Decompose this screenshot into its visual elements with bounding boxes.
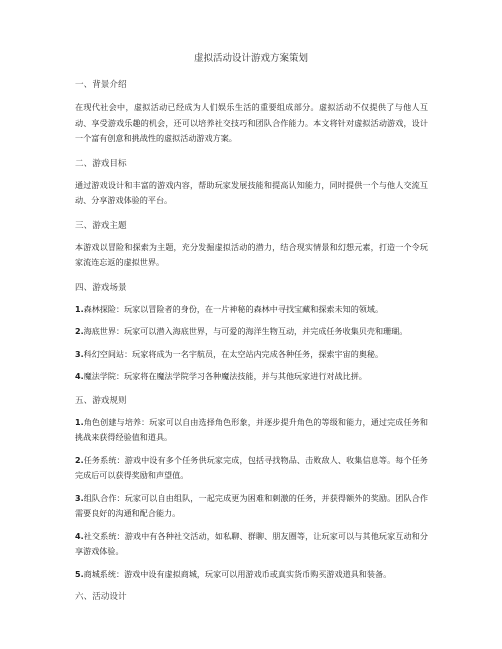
section-heading-rules: 五、游戏规则 [75,395,127,406]
section-heading-theme: 三、游戏主题 [75,220,127,231]
item-number: 5. [75,569,84,579]
item-text: 魔法学院：玩家将在魔法学院学习各种魔法技能，并与其他玩家进行对战比拼。 [83,371,367,381]
item-number: 3. [75,493,84,503]
document-body [75,79,428,603]
list-item-rule [75,567,428,583]
list-item-rule [75,529,428,560]
item-text: 角色创建与培养：玩家可以自由选择角色形象，并逐步提升角色的等级和能力，通过完成任务和挑战来获得经验值和道具。 [75,416,428,442]
list-item-rule [75,491,428,522]
item-number: 3. [75,349,84,359]
item-text: 组队合作：玩家可以自由组队，一起完成更为困难和刺激的任务，并获得额外的奖励。团队合作需要良好的沟通和配合能力。 [75,492,428,518]
document-title: 虚拟活动设计游戏方案策划 [193,53,308,64]
item-number: 2. [75,327,84,336]
item-text: 科幻空间站：玩家将成为一名宇航员，在太空站内完成各种任务，探索宇宙的奥秘。 [83,348,384,359]
item-number: 1. [75,417,84,427]
list-item-scene [75,302,428,318]
item-number: 4. [75,372,84,381]
item-text: 商城系统：游戏中设有虚拟商城，玩家可以用游戏币或真实货币购买游戏道具和装备。 [83,568,392,579]
section-heading-activity-design: 六、活动设计 [75,592,127,602]
section-heading-goals: 二、游戏目标 [75,158,127,169]
item-number: 2. [75,455,84,465]
item-number: 1. [75,304,84,314]
list-item-scene [75,369,428,385]
item-text: 森林探险：玩家以冒险者的身份，在一片神秘的森林中寻找宝藏和探索未知的领域。 [83,303,384,314]
section-heading-background: 一、背景介绍 [75,80,127,90]
list-item-rule [75,453,428,484]
paragraph-goals: 通过游戏设计和丰富的游戏内容，帮助玩家发展技能和提高认知能力，同时提供一个与他人交流互动、分享游戏体验的平台。 [75,179,428,205]
list-item-scene [75,347,428,363]
section-heading-scenes: 四、游戏场景 [75,282,127,293]
item-number: 4. [75,531,84,541]
item-text: 任务系统：游戏中设有多个任务供玩家完成，包括寻找物品、击败敌人、收集信息等。每个任务完成后可以获得奖励和声望值。 [75,454,428,480]
paragraph-background: 在现代社会中，虚拟活动已经成为人们娱乐生活的重要组成部分。虚拟活动不仅提供了与他人互动、享受游戏乐趣的机会，还可以培养社交技巧和团队合作能力。本文将针对虚拟活动游戏，设计一个富有创意和挑战性的虚拟活动游戏方案。 [75,102,428,143]
item-text: 海底世界：玩家可以潜入海底世界，与可爱的海洋生物互动，并完成任务收集贝壳和珊瑚。 [83,326,408,336]
list-item-rule [75,415,428,446]
list-item-scene [75,324,428,340]
item-text: 社交系统：游戏中有各种社交活动，如私聊、群聊、朋友圈等，让玩家可以与其他玩家互动和分享游戏体验。 [75,530,428,556]
paragraph-theme: 本游戏以冒险和探索为主题，充分发掘虚拟活动的潜力，结合现实情景和幻想元素，打造一个令玩家流连忘返的虚拟世界。 [75,241,428,267]
